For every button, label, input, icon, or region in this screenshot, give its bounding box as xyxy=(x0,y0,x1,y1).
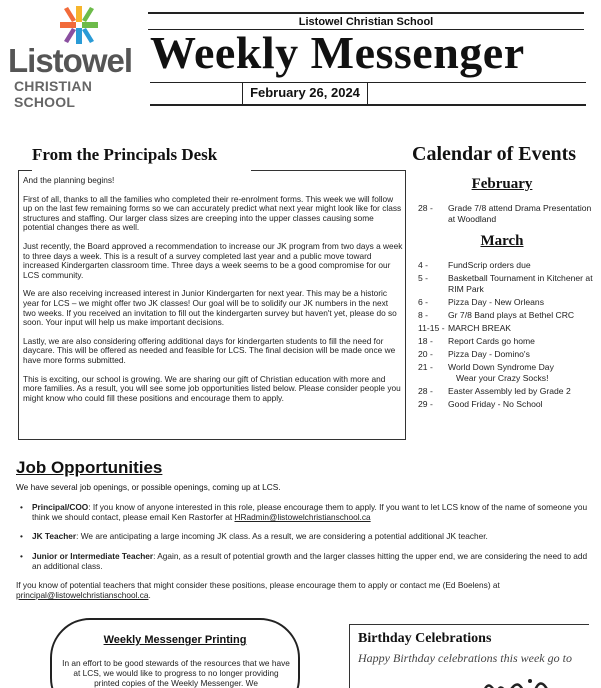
march-events xyxy=(418,260,598,410)
calendar-event xyxy=(418,399,598,410)
event-text: World Down Syndrome Day xyxy=(448,362,554,372)
principal-paragraph: First of all, thanks to all the families who completed their re-enrolment forms. This week we will follow up on the last few remaining forms so we can accurately predict what next year might look like for class structures and staffing. Our larger class sizes are creeping into the upper classes causing some potential changes there as well. xyxy=(23,193,402,233)
job-description: : Again, as a result of potential growth and the larger classes hitting the upper end, we are considering the need to add an additional class. xyxy=(32,550,588,571)
event-day: 11-15 - xyxy=(418,323,445,333)
birthday-box xyxy=(349,624,589,688)
event-day: 4 - xyxy=(418,260,429,270)
calendar-title: Calendar of Events xyxy=(412,143,577,165)
calendar-event xyxy=(418,273,598,295)
event-day: 18 - xyxy=(418,336,433,346)
event-day: 29 - xyxy=(418,399,433,409)
calendar-event xyxy=(418,362,598,373)
principal-paragraph: This is exciting, our school is growing. We are sharing our gift of Christian education with more and more families. As a result, you will see some job opportunities listed below. Please consider people you might know who could fill these positions and encourage them to apply. xyxy=(23,373,401,403)
newsletter-title: Weekly Messenger xyxy=(150,27,525,78)
event-text: Basketball Tournament in Kitchener at RIM Park xyxy=(448,273,593,294)
job-item xyxy=(18,551,590,571)
jobs-section-title: Job Opportunities xyxy=(16,458,163,477)
event-text: Gr 7/8 Band plays at Bethel CRC xyxy=(448,310,575,320)
calendar-event xyxy=(418,203,598,225)
event-day: 28 - xyxy=(418,203,433,213)
calendar-event xyxy=(418,386,598,397)
date-bar xyxy=(150,82,586,106)
jobs-intro: We have several job openings, or possible openings, coming up at LCS. xyxy=(16,482,281,492)
principal-paragraph: Just recently, the Board approved a recommendation to increase our JK program from two days a week to three days a week. This is a result of a survey completed last year and a public move toward increased Kindergarten classroom time. Three days a week seems to be a good compromise for our LCS community. xyxy=(23,240,403,280)
principal-email-link[interactable]: principal@listowelchristianschool.ca xyxy=(16,590,149,601)
calendar-event xyxy=(418,349,598,360)
event-text: Wear your Crazy Socks! xyxy=(456,373,549,383)
event-day: 21 - xyxy=(418,362,433,372)
principal-message-box xyxy=(18,170,406,440)
job-role: Principal/COO xyxy=(32,502,89,512)
printing-notice-text: In an effort to be good stewards of the resources that we have at LCS, we would like to progress to no longer providing printed copies of the Weekly Messenger. We xyxy=(62,658,290,688)
february-events xyxy=(418,203,598,225)
calendar-event xyxy=(418,336,598,347)
event-day: 20 - xyxy=(418,349,433,359)
printing-notice-title: Weekly Messenger Printing xyxy=(103,634,247,646)
event-text: MARCH BREAK xyxy=(448,323,512,333)
principal-paragraph: And the planning begins! xyxy=(23,175,115,185)
jobs-outro-end: . xyxy=(148,590,151,601)
job-item xyxy=(18,502,590,522)
jobs-outro xyxy=(16,580,588,600)
job-list xyxy=(18,502,590,580)
calendar-event xyxy=(418,373,598,384)
calendar-event xyxy=(418,297,598,308)
birthday-title: Birthday Celebrations xyxy=(358,631,492,646)
hr-email-link[interactable]: HRadmin@listowelchristianschool.ca xyxy=(234,512,371,523)
event-day: 6 - xyxy=(418,297,429,307)
calendar-event xyxy=(418,310,598,321)
principal-message xyxy=(23,176,403,412)
job-description: : If you know of anyone interested in this role, please encourage them to apply. If you want to let LCS know of the name of someone you think we should contact, please email Ken Rastorfer at xyxy=(32,502,588,523)
job-role: Junior or Intermediate Teacher xyxy=(32,550,154,561)
principal-paragraph: Lastly, we are also considering offering additional days for kindergarten students to fill the need for daycare. This will be offered as needed and feasible for LCS. The final decision will be made once we have more forms submitted. xyxy=(23,335,396,365)
printing-notice-box xyxy=(50,618,300,688)
event-text: Pizza Day - Domino's xyxy=(448,349,530,359)
calendar-event xyxy=(418,323,598,334)
event-day: 8 - xyxy=(418,310,429,320)
logo-subtitle: CHRISTIAN SCHOOL xyxy=(14,78,93,110)
event-text: Easter Assembly led by Grade 2 xyxy=(448,386,571,396)
job-role: JK Teacher xyxy=(32,531,77,542)
event-day: 28 - xyxy=(418,386,433,396)
job-item xyxy=(18,531,590,541)
event-day: 5 - xyxy=(418,273,429,283)
event-text: Grade 7/8 attend Drama Presentation at Woodland xyxy=(448,203,592,224)
event-text: FundScrip orders due xyxy=(448,260,531,270)
event-text: Report Cards go home xyxy=(448,336,535,346)
logo-wordmark: Listowel xyxy=(8,42,133,79)
event-day xyxy=(418,373,448,384)
school-logo xyxy=(8,6,143,110)
birthday-text: Happy Birthday celebrations this week go to xyxy=(358,651,572,665)
event-text: Pizza Day - New Orleans xyxy=(448,297,544,307)
event-text: Good Friday - No School xyxy=(448,399,543,409)
principal-section-title: From the Principals Desk xyxy=(32,145,218,164)
principal-paragraph: We are also receiving increased interest in Junior Kindergarten for next year. This may be a historic year for LCS – we might offer two JK classes! Our goal will be to solidify our JK numbers in the next two weeks. If you received an invitation to fill out the kindergarten survey but haven't yet, please do so soon. Your input will help us make important decisions. xyxy=(23,288,397,328)
jobs-outro-text: If you know of potential teachers that might consider these positions, please encourage them to apply or contact me (Ed Boelens) at xyxy=(16,580,500,590)
job-description: : We are anticipating a large incoming JK class. As a result, we are considering a potential additional JK teacher. xyxy=(76,531,488,542)
birthday-lettering-art xyxy=(478,667,558,688)
calendar-event xyxy=(418,260,598,271)
school-name-bar: Listowel Christian School xyxy=(148,12,584,30)
calendar-month-february: February xyxy=(471,176,533,192)
calendar-month-march: March xyxy=(480,233,524,249)
sunburst-cross-icon xyxy=(58,6,100,44)
issue-date: February 26, 2024 xyxy=(242,82,368,106)
